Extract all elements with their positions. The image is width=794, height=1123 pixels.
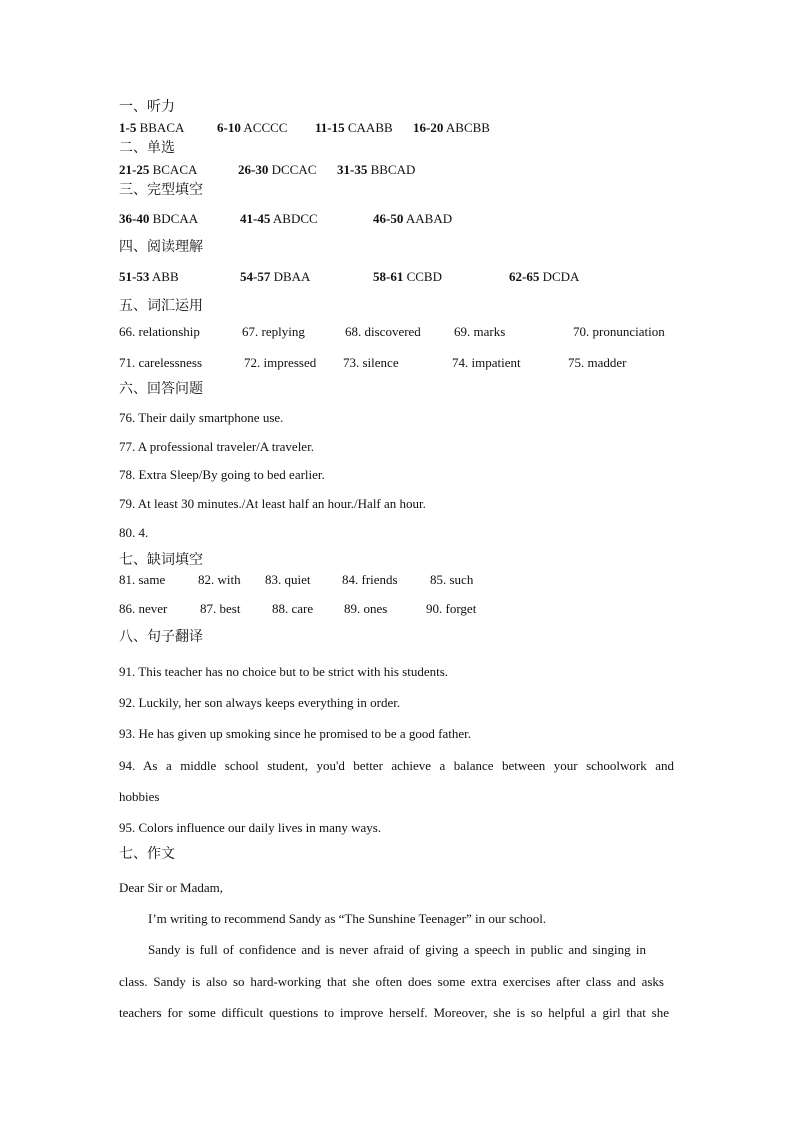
translation-line: 91. This teacher has no choice but to be strict with his students.	[119, 664, 449, 679]
blank-answer: 81. same	[119, 572, 166, 587]
translation-line: 93. He has given up smoking since he promised to be a good father.	[119, 726, 472, 741]
blank-answer: 90. forget	[426, 601, 477, 616]
essay-line: I’m writing to recommend Sandy as “The Sunshine Teenager” in our school.	[148, 911, 547, 926]
answer-line: 80. 4.	[119, 525, 149, 540]
blank-answer: 82. with	[198, 572, 241, 587]
answer-line: 79. At least 30 minutes./At least half an hour./Half an hour.	[119, 496, 426, 511]
answer-group: 62-65 DCDA	[509, 269, 580, 284]
blank-answer: 89. ones	[344, 601, 388, 616]
section-heading-cloze: 三、完型填空	[119, 182, 203, 198]
translation-line: 92. Luckily, her son always keeps everything in order.	[119, 695, 401, 710]
answer-group: 58-61 CCBD	[373, 269, 442, 284]
answer-line: 77. A professional traveler/A traveler.	[119, 439, 314, 454]
answer-group: 16-20 ABCBB	[413, 120, 490, 135]
essay-line: Sandy is full of confidence and is never afraid of giving a speech in public and singing in	[148, 942, 646, 957]
answer-group: 54-57 DBAA	[240, 269, 311, 284]
answer-line: 76. Their daily smartphone use.	[119, 410, 284, 425]
section-heading-single-choice: 二、单选	[119, 140, 175, 156]
blank-answer: 88. care	[272, 601, 314, 616]
vocab-answer: 68. discovered	[345, 324, 421, 339]
vocab-answer: 75. madder	[568, 355, 627, 370]
section-heading-fill-blanks: 七、缺词填空	[119, 552, 203, 568]
vocab-answer: 67. replying	[242, 324, 305, 339]
answer-group: 21-25 BCACA	[119, 162, 198, 177]
essay-line: class. Sandy is also so hard-working that she often does some extra exercises after class and asks	[119, 974, 664, 989]
vocab-answer: 74. impatient	[452, 355, 521, 370]
answer-group: 46-50 AABAD	[373, 211, 453, 226]
letter-salutation: Dear Sir or Madam,	[119, 880, 223, 895]
answer-group: 1-5 BBACA	[119, 120, 185, 135]
answer-group: 6-10 ACCCC	[217, 120, 288, 135]
vocab-answer: 66. relationship	[119, 324, 200, 339]
vocab-answer: 73. silence	[343, 355, 399, 370]
blank-answer: 86. never	[119, 601, 168, 616]
blank-answer: 87. best	[200, 601, 241, 616]
answer-group: 11-15 CAABB	[315, 120, 393, 135]
answer-group: 41-45 ABDCC	[240, 211, 318, 226]
translation-line: hobbies	[119, 789, 160, 804]
section-heading-reading: 四、阅读理解	[119, 239, 203, 255]
vocab-answer: 72. impressed	[244, 355, 317, 370]
blank-answer: 84. friends	[342, 572, 398, 587]
section-heading-writing: 七、作文	[119, 846, 175, 862]
answer-group: 36-40 BDCAA	[119, 211, 199, 226]
vocab-answer: 70. pronunciation	[573, 324, 665, 339]
answer-line: 78. Extra Sleep/By going to bed earlier.	[119, 467, 325, 482]
answer-group: 31-35 BBCAD	[337, 162, 416, 177]
essay-line: teachers for some difficult questions to improve herself. Moreover, she is so helpful a girl that she	[119, 1005, 669, 1020]
blank-answer: 85. such	[430, 572, 474, 587]
vocab-answer: 69. marks	[454, 324, 506, 339]
translation-line: 94. As a middle school student, you'd better achieve a balance between your schoolwork and	[119, 758, 674, 773]
blank-answer: 83. quiet	[265, 572, 311, 587]
section-heading-vocabulary: 五、词汇运用	[119, 298, 203, 314]
vocab-answer: 71. carelessness	[119, 355, 203, 370]
section-heading-listening: 一、听力	[119, 99, 175, 115]
answer-group: 51-53 ABB	[119, 269, 179, 284]
answer-group: 26-30 DCCAC	[238, 162, 317, 177]
section-heading-translation: 八、句子翻译	[119, 629, 203, 645]
translation-line: 95. Colors influence our daily lives in many ways.	[119, 820, 382, 835]
section-heading-answer-questions: 六、回答问题	[119, 381, 203, 397]
